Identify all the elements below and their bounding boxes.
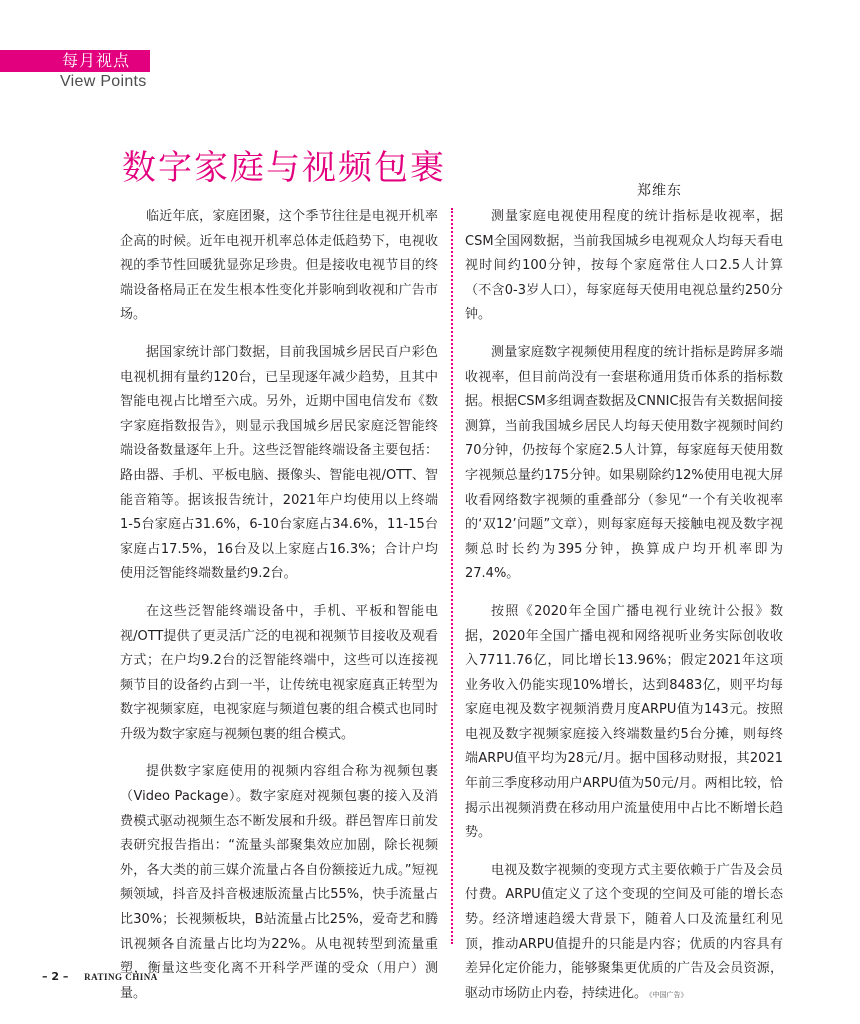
article-title: 数字家庭与视频包裹 (122, 148, 446, 188)
column-divider (451, 208, 453, 944)
paragraph: 临近年底，家庭团聚，这个季节往往是电视开机率企高的时候。近年电视开机率总体走低趋势下，电视收视的季节性回暖犹显弥足珍贵。但是接收电视节目的终端设备格局正在发生根本性变化并影响到收视和广告市场。 (120, 209, 438, 323)
paragraph (465, 859, 783, 1008)
publication-name: RATING CHINA (84, 972, 158, 982)
paragraph-text: 电视及数字视频的变现方式主要依赖于广告及会员付费。ARPU值定义了这个变现的空间及可能的增长态势。经济增速趋缓大背景下，随着人口及流量红利见顶，推动ARPU值提升的只能是内容；优质的内容具有差异化定价能力，能够聚集更优质的广告及会员资源，驱动市场防止内卷，持续进化。 (465, 862, 783, 1001)
section-label-cn: 每月视点 (62, 51, 131, 70)
right-column (465, 205, 783, 1020)
page-number: – 2 – (42, 970, 69, 983)
paragraph: 测量家庭电视使用程度的统计指标是收视率，据CSM全国网数据，当前我国城乡电视观众人均每天看电视时间约100分钟，按每个家庭常住人口2.5人计算（不含0-3岁人口），每家庭每天使用电视总量约250分钟。 (465, 209, 783, 323)
end-mark: 《中国广告》 (649, 990, 688, 999)
paragraph: 提供数字家庭使用的视频内容组合称为视频包裹（Video Package）。数字家庭对视频包裹的接入及消费模式驱动视频生态不断发展和升级。群邑智库日前发表研究报告指出：“流量头部聚集效应加剧，除长视频外，各大类的前三媒介流量占各自份额接近九成。”短视频领域，抖音及抖音极速版流量占比55%，快手流量占比30%；长视频板块，B站流量占比25%，爱奇艺和腾讯视频各自流量占比均为22%。从电视转型到流量重塑，衡量这些变化离不开科学严谨的受众（用户）测量。 (120, 764, 438, 1001)
paragraph: 据国家统计部门数据，目前我国城乡居民百户彩色电视机拥有量约120台，已呈现逐年减少趋势，且其中智能电视占比增至六成。另外，近期中国电信发布《数字家庭指数报告》，则显示我国城乡居民家庭泛智能终端设备数量逐年上升。这些泛智能终端设备主要包括：路由器、手机、平板电脑、摄像头、智能电视/OTT、智能音箱等。据该报告统计，2021年户均使用以上终端1-5台家庭占31.6%，6-10台家庭占34.6%，11-15台家庭占17.5%，16台及以上家庭占16.3%；合计户均使用泛智能终端数量约9.2台。 (120, 344, 438, 582)
left-column (120, 205, 438, 1019)
paragraph: 按照《2020年全国广播电视行业统计公报》数据，2020年全国广播电视和网络视听业务实际创收收入7711.76亿，同比增长13.96%；假定2021年这项业务收入仍能实现10%增长，达到8483亿，则平均每家庭电视及数字视频消费月度ARPU值为143元。按照电视及数字视频家庭接入终端数量约5台分摊，则每终端ARPU值平均为28元/月。据中国移动财报，其2021年前三季度移动用户ARPU值为50元/月。两相比较，恰揭示出视频消费在移动用户流量使用中占比不断增长趋势。 (465, 603, 783, 841)
page-footer (42, 970, 158, 983)
section-label-en: View Points (60, 73, 147, 90)
paragraph: 测量家庭数字视频使用程度的统计指标是跨屏多端收视率，但目前尚没有一套堪称通用货币体系的指标数据。根据CSM多组调查数据及CNNIC报告有关数据间接测算，当前我国城乡居民人均每天使用数字视频时间约70分钟，仍按每个家庭2.5人计算，每家庭每天使用数字视频总量约175分钟。如果剔除约12%使用电视大屏收看网络数字视频的重叠部分（参见“一个有关收视率的‘双12’问题”文章），则每家庭每天接触电视及数字视频总时长约为395分钟，换算成户均开机率即为27.4%。 (465, 344, 783, 582)
paragraph: 在这些泛智能终端设备中，手机、平板和智能电视/OTT提供了更灵活广泛的电视和视频节目接收及观看方式；在户均9.2台的泛智能终端中，这些可以连接视频节目的设备约占到一半，让传统电视家庭真正转型为数字视频家庭，电视家庭与频道包裹的组合模式也同时升级为数字家庭与视频包裹的组合模式。 (120, 603, 438, 742)
article-author: 郑维东 (637, 183, 682, 199)
